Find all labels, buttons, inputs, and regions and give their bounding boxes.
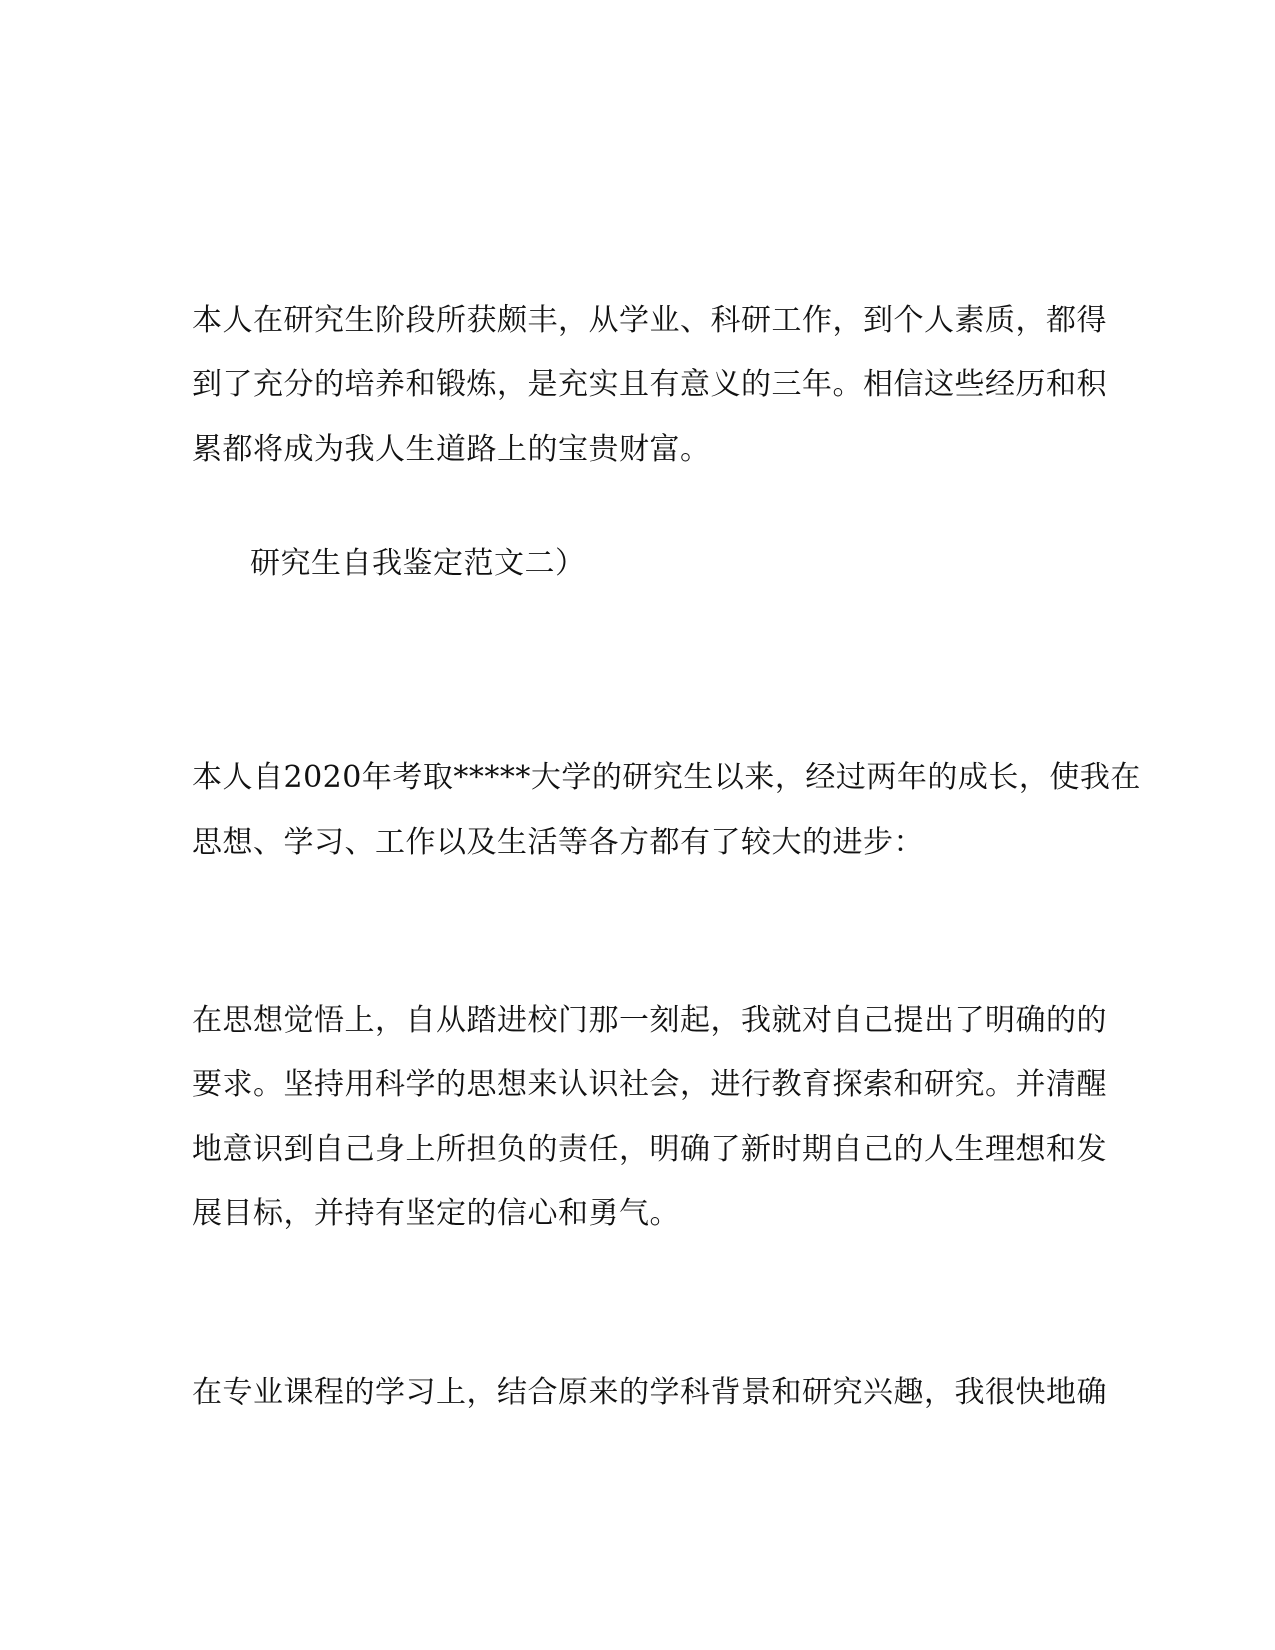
text-line: 地意识到自己身上所担负的责任，明确了新时期自己的人生理想和发	[192, 1132, 1107, 1167]
text-line: 要求。坚持用科学的思想来认识社会，进行教育探索和研究。并清醒	[192, 1067, 1107, 1102]
heading-line: 研究生自我鉴定范文二）	[250, 546, 586, 581]
text-line: 到了充分的培养和锻炼，是充实且有意义的三年。相信这些经历和积	[192, 367, 1107, 402]
text-line: 累都将成为我人生道路上的宝贵财富。	[192, 432, 711, 467]
text-line: 本人在研究生阶段所获颇丰，从学业、科研工作，到个人素质，都得	[192, 303, 1107, 338]
text-line: 在思想觉悟上，自从踏进校门那一刻起，我就对自己提出了明确的的	[192, 1003, 1107, 1038]
text-line: 在专业课程的学习上，结合原来的学科背景和研究兴趣，我很快地确	[192, 1375, 1107, 1410]
text-line: 展目标，并持有坚定的信心和勇气。	[192, 1196, 680, 1231]
text-line: 本人自2020年考取*****大学的研究生以来，经过两年的成长，使我在	[192, 760, 1141, 795]
text-line: 思想、学习、工作以及生活等各方都有了较大的进步：	[192, 825, 924, 860]
